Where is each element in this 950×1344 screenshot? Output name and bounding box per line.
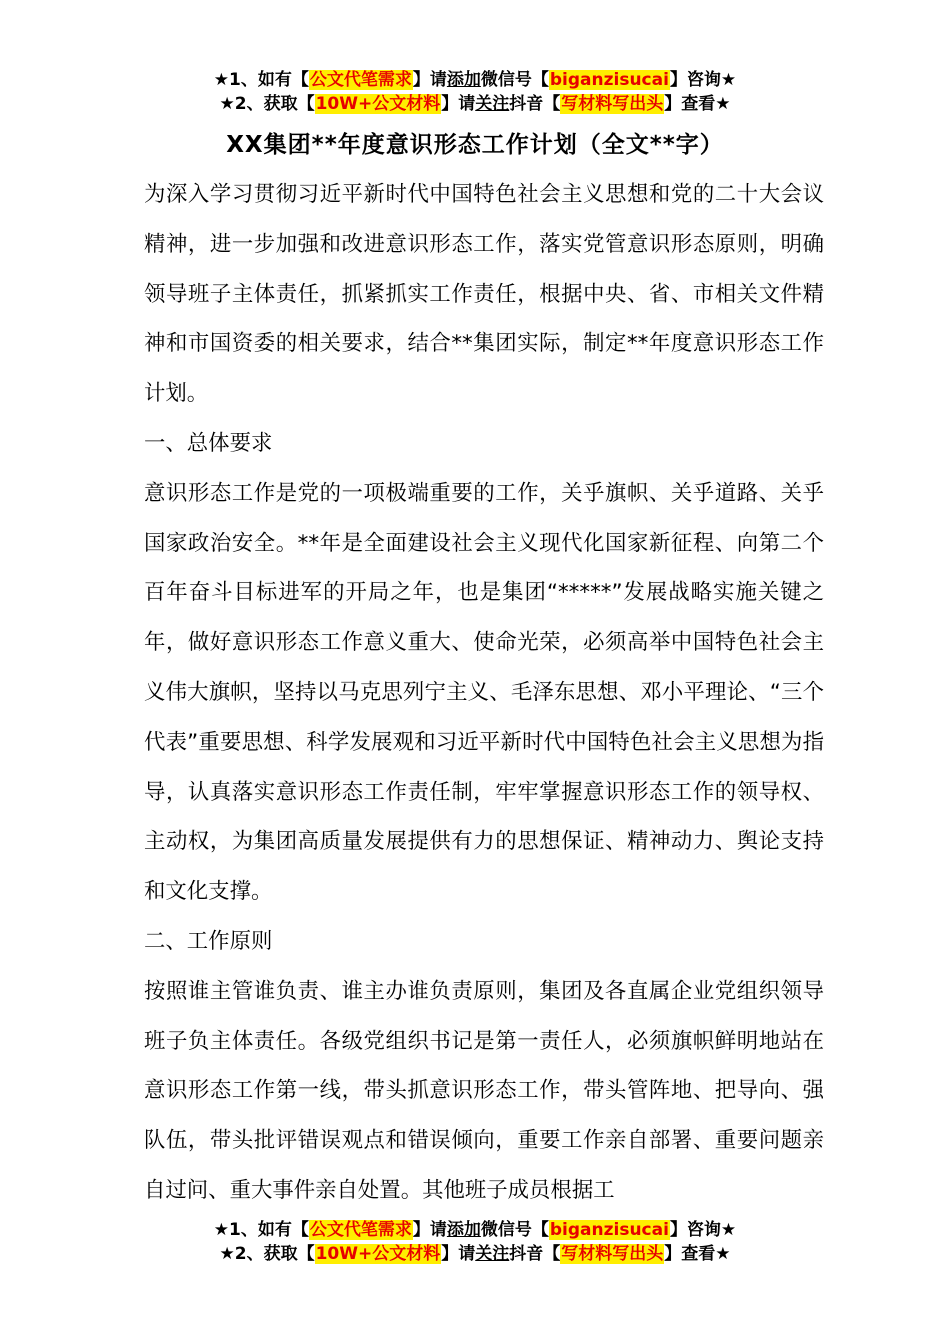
promo-text: 抖音【	[509, 94, 561, 114]
promo-text: 抖音【	[509, 1244, 561, 1264]
promo-underline: 添加	[446, 1220, 481, 1240]
promo-highlight: biganzisucai	[549, 70, 669, 90]
section-heading: 一、总体要求	[144, 430, 273, 456]
promo-underline: 关注	[475, 1244, 510, 1264]
document-body	[144, 170, 824, 1216]
promo-header	[0, 68, 950, 116]
promo-text: ★1、如有【	[213, 1220, 309, 1240]
promo-text: 】请	[441, 1244, 476, 1264]
promo-underline: 添加	[446, 70, 481, 90]
promo-text: 微信号【	[480, 1220, 549, 1240]
promo-text: ★2、获取【	[219, 1244, 315, 1264]
promo-highlight: 写材料写出头	[561, 1244, 664, 1264]
promo-text: 】请	[412, 1220, 447, 1240]
promo-text: 】咨询★	[669, 70, 737, 90]
promo-text: 】查看★	[664, 1244, 731, 1264]
promo-underline: 关注	[475, 94, 510, 114]
intro-paragraph: 为深入学习贯彻习近平新时代中国特色社会主义思想和党的二十大会议精神，进一步加强和改进意识形态工作，落实党管意识形态原则，明确领导班子主体责任，抓紧抓实工作责任，根据中央、省、市相关文件精神和市国资委的相关要求，结合**集团实际，制定**年度意识形态工作计划。	[144, 182, 824, 407]
section-heading: 二、工作原则	[144, 928, 273, 954]
promo-highlight: 公文代笔需求	[309, 70, 412, 90]
promo-highlight: 10W+公文材料	[315, 94, 441, 114]
promo-footer	[0, 1218, 950, 1266]
promo-highlight: 公文代笔需求	[309, 1220, 412, 1240]
promo-text: 】请	[412, 70, 447, 90]
body-paragraph: 按照谁主管谁负责、谁主办谁负责原则，集团及各直属企业党组织领导班子负主体责任。各级党组织书记是第一责任人，必须旗帜鲜明地站在意识形态工作第一线，带头抓意识形态工作，带头管阵地、把导向、强队伍，带头批评错误观点和错误倾向，重要工作亲自部署、重要问题亲自过问、重大事件亲自处置。其他班子成员根据工	[144, 978, 824, 1203]
promo-highlight: 10W+公文材料	[315, 1244, 441, 1264]
promo-line-1	[0, 68, 950, 92]
promo-text: 】查看★	[664, 94, 731, 114]
promo-highlight: biganzisucai	[549, 1220, 669, 1240]
promo-text: 微信号【	[480, 70, 549, 90]
promo-line-2	[0, 92, 950, 116]
promo-highlight: 写材料写出头	[561, 94, 664, 114]
promo-text: ★1、如有【	[213, 70, 309, 90]
promo-text: 】咨询★	[669, 1220, 737, 1240]
document-title: XX集团**年度意识形态工作计划（全文**字）	[226, 132, 724, 158]
promo-line-2	[0, 1242, 950, 1266]
promo-text: 】请	[441, 94, 476, 114]
promo-line-1	[0, 1218, 950, 1242]
promo-text: ★2、获取【	[219, 94, 315, 114]
body-paragraph: 意识形态工作是党的一项极端重要的工作，关乎旗帜、关乎道路、关乎国家政治安全。**年是全面建设社会主义现代化国家新征程、向第二个百年奋斗目标进军的开局之年，也是集团“*****”发展战略实施关键之年，做好意识形态工作意义重大、使命光荣，必须高举中国特色社会主义伟大旗帜，坚持以马克思列宁主义、毛泽东思想、邓小平理论、“三个代表”重要思想、科学发展观和习近平新时代中国特色社会主义思想为指导，认真落实意识形态工作责任制，牢牢掌握意识形态工作的领导权、主动权，为集团高质量发展提供有力的思想保证、精神动力、舆论支持和文化支撑。	[144, 480, 824, 905]
